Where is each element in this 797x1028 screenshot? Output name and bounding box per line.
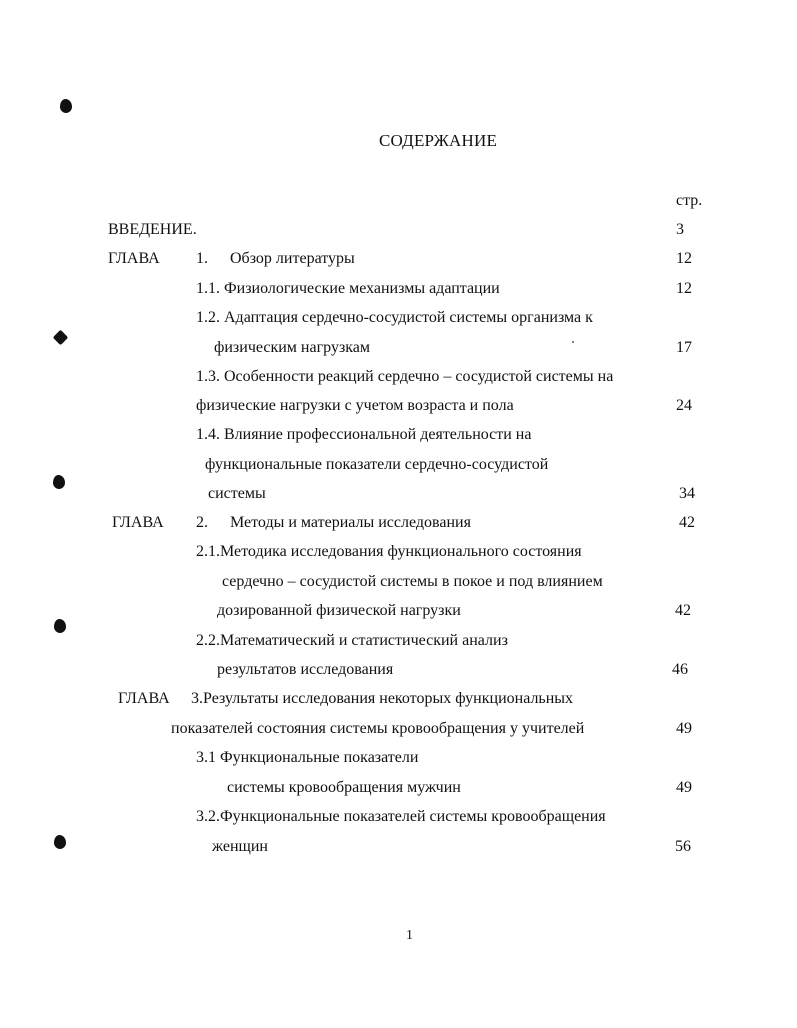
toc-section-1-3-line2: физические нагрузки с учетом возраста и пола <box>196 397 514 414</box>
toc-chapter-3-page: 49 <box>676 720 692 737</box>
toc-section-2-2-line2: результатов исследования <box>217 661 394 678</box>
toc-section-1-4-page: 34 <box>679 485 695 502</box>
toc-section-3-1-page: 49 <box>676 779 692 796</box>
toc-entry-intro-page: 3 <box>676 221 684 238</box>
punch-hole-mark <box>53 330 69 346</box>
toc-section-2-1-line1: 2.1.Методика исследования функционального состояния <box>196 543 582 560</box>
toc-entry-intro-title: ВВЕДЕНИЕ. <box>108 221 197 238</box>
toc-chapter-2-number: 2. <box>196 514 208 531</box>
toc-chapter-3-line1: 3.Результаты исследования некоторых функциональных <box>191 690 574 707</box>
footer-page-number: 1 <box>406 928 413 943</box>
toc-section-2-1-page: 42 <box>675 602 691 619</box>
toc-chapter-1-number: 1. <box>196 250 208 267</box>
scan-speck <box>572 341 574 343</box>
toc-section-3-1-line1: 3.1 Функциональные показатели <box>196 749 419 766</box>
toc-section-1-3-page: 24 <box>676 397 692 414</box>
toc-chapter-3-line2: показателей состояния системы кровообращения у учителей <box>171 720 585 737</box>
toc-section-2-1-line2: сердечно – сосудистой системы в покое и под влиянием <box>222 573 603 590</box>
page-column-label: стр. <box>676 192 703 209</box>
toc-section-1-2-page: 17 <box>676 339 692 356</box>
toc-section-1-1-title: 1.1. Физиологические механизмы адаптации <box>196 280 500 297</box>
toc-chapter-2-label: ГЛАВА <box>112 514 164 531</box>
punch-hole-mark <box>60 99 72 113</box>
toc-chapter-2-title: Методы и материалы исследования <box>230 514 471 531</box>
toc-chapter-3-label: ГЛАВА <box>118 690 170 707</box>
toc-section-1-2-line1: 1.2. Адаптация сердечно-сосудистой системы организма к <box>196 309 593 326</box>
punch-hole-mark <box>54 835 66 849</box>
toc-section-3-2-line1: 3.2.Функциональные показателей системы кровообращения <box>196 808 606 825</box>
toc-section-1-3-line1: 1.3. Особенности реакций сердечно – сосудистой системы на <box>196 368 614 385</box>
toc-section-1-4-line1: 1.4. Влияние профессиональной деятельности на <box>196 426 532 443</box>
toc-section-1-4-line2: функциональные показатели сердечно-сосудистой <box>205 456 549 473</box>
toc-section-2-1-line3: дозированной физической нагрузки <box>217 602 461 619</box>
toc-section-3-2-line2: женщин <box>212 838 268 855</box>
toc-chapter-1-label: ГЛАВА <box>108 250 160 267</box>
toc-chapter-1-page: 12 <box>676 250 692 267</box>
page-title: СОДЕРЖАНИЕ <box>379 131 498 150</box>
toc-section-2-2-line1: 2.2.Математический и статистический анализ <box>196 632 508 649</box>
toc-section-3-1-line2: системы кровообращения мужчин <box>227 779 461 796</box>
punch-hole-mark <box>54 619 66 633</box>
toc-chapter-2-page: 42 <box>679 514 695 531</box>
toc-section-1-4-line3: системы <box>208 485 266 502</box>
toc-section-1-1-page: 12 <box>676 280 692 297</box>
toc-section-1-2-line2: физическим нагрузкам <box>214 339 371 356</box>
punch-hole-mark <box>53 475 65 489</box>
toc-chapter-1-title: Обзор литературы <box>230 250 355 267</box>
toc-section-2-2-page: 46 <box>672 661 688 678</box>
toc-section-3-2-page: 56 <box>675 838 691 855</box>
